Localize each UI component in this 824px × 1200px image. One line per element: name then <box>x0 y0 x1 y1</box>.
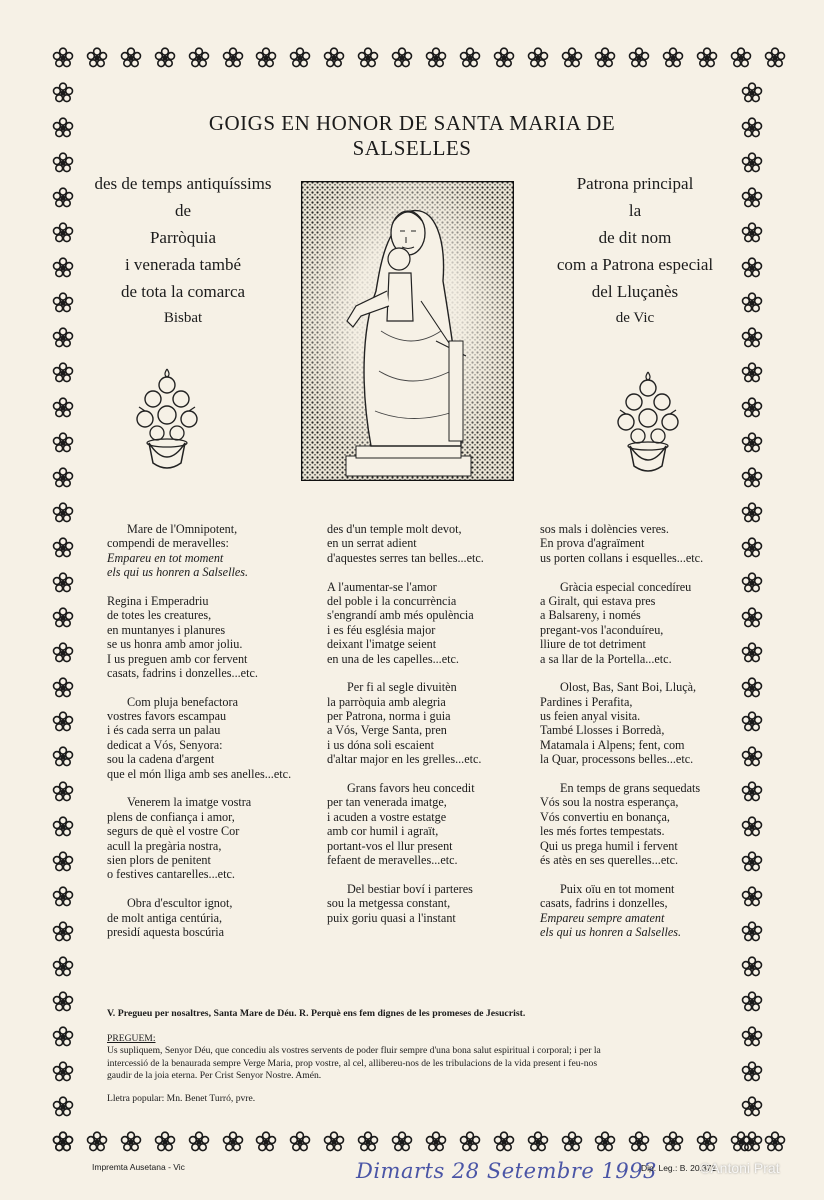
stanza-gap <box>327 867 484 881</box>
verse-line: la Quar, processons belles...etc. <box>540 752 694 767</box>
verse-line: en una de les capelles...etc. <box>327 651 459 666</box>
verse-line: us porten collans i esquelles...etc. <box>540 550 704 565</box>
verse-line: portant-vos el llur present <box>327 838 453 853</box>
verse-line: des d'un temple molt devot, <box>327 522 462 536</box>
verse-line: per Patrona, norma i guia <box>327 709 451 724</box>
flower-ornament-icon <box>52 362 74 384</box>
flower-ornament-icon <box>741 711 763 733</box>
verse-line: i és cada serra un palau <box>107 723 221 738</box>
verse-line: plens de confiança i amor, <box>107 809 235 824</box>
flower-ornament-icon <box>741 537 763 559</box>
right-line: de dit nom <box>598 228 672 247</box>
verses-column-3 <box>540 522 703 939</box>
lyrics-credit: Lletra popular: Mn. Benet Turró, pvre. <box>107 1092 256 1104</box>
left-line: Bisbat <box>163 310 203 326</box>
flower-ornament-icon <box>188 47 210 69</box>
flower-ornament-icon <box>52 82 74 104</box>
flower-ornament-icon <box>741 152 763 174</box>
watermark: ©Antoni Prat <box>700 1160 780 1176</box>
flower-ornament-icon <box>594 47 616 69</box>
flower-ornament-icon <box>741 851 763 873</box>
verses-column-1 <box>107 522 291 939</box>
flower-ornament-icon <box>730 47 752 69</box>
prayer-heading: PREGUEM: <box>107 1032 156 1044</box>
verse-line: pregant-vos l'aconduíreu, <box>540 622 664 637</box>
flower-ornament-icon <box>741 991 763 1013</box>
right-line: del Lluçanès <box>591 282 679 301</box>
flower-ornament-icon <box>662 47 684 69</box>
flower-vase-icon <box>608 366 688 476</box>
flower-ornament-icon <box>52 432 74 454</box>
flower-ornament-icon <box>391 47 413 69</box>
flower-ornament-icon <box>52 677 74 699</box>
flower-ornament-icon <box>741 292 763 314</box>
left-line: i venerada també <box>124 255 242 274</box>
flower-ornament-icon <box>696 47 718 69</box>
prayer-section <box>107 1008 687 1106</box>
right-line: de Vic <box>615 310 655 326</box>
verse-line: i es féu església major <box>327 622 436 637</box>
title-line-1: GOIGS EN HONOR DE SANTA MARIA DE <box>208 111 616 135</box>
flower-ornament-icon <box>154 1131 176 1153</box>
left-dedication <box>90 170 276 332</box>
flower-ornament-icon <box>52 397 74 419</box>
verses-column-2 <box>327 522 484 925</box>
flower-ornament-icon <box>594 1131 616 1153</box>
flower-ornament-icon <box>52 292 74 314</box>
flower-ornament-icon <box>741 607 763 629</box>
flower-ornament-icon <box>741 397 763 419</box>
prayer-line: Us supliquem, Senyor Déu, que concediu als vostres servents de poder fluir sempre d'una bona salut espiritual i corporal; i per la <box>107 1045 601 1057</box>
flower-ornament-icon <box>222 1131 244 1153</box>
verse-line: sou la cadena d'argent <box>107 752 215 767</box>
verse-line: També Llosses i Borredà, <box>540 723 665 738</box>
verse-line: Del bestiar boví i parteres <box>347 881 473 896</box>
flower-ornament-icon <box>52 781 74 803</box>
flower-ornament-icon <box>52 746 74 768</box>
verse-line: en un serrat adient <box>327 536 417 551</box>
verse-line: Qui us prega humil i fervent <box>540 838 678 853</box>
flower-ornament-icon <box>52 921 74 943</box>
flower-ornament-icon <box>741 572 763 594</box>
verse-line: que el món lliga amb ses anelles...etc. <box>107 766 292 781</box>
verse-line: i us dóna soli escaient <box>327 737 434 752</box>
flower-ornament-icon <box>561 1131 583 1153</box>
stanza-gap <box>327 666 484 680</box>
madonna-statue-engraving <box>301 181 514 481</box>
verse-line: fefaent de meravelles...etc. <box>327 852 458 867</box>
left-line: de <box>174 201 192 220</box>
flower-ornament-icon <box>741 187 763 209</box>
verse-line: Pardines i Perafita, <box>540 694 633 709</box>
flower-ornament-icon <box>741 502 763 524</box>
flower-ornament-icon <box>86 1131 108 1153</box>
verse-line: a Giralt, qui estava pres <box>540 593 656 608</box>
verse-line: Per fi al segle divuitèn <box>347 680 457 695</box>
stanza-gap <box>107 580 291 594</box>
flower-ornament-icon <box>741 781 763 803</box>
verse-line: dedicat a Vós, Senyora: <box>107 737 223 752</box>
flower-ornament-icon <box>741 746 763 768</box>
flower-ornament-icon <box>52 187 74 209</box>
flower-ornament-icon <box>741 117 763 139</box>
flower-ornament-icon <box>52 816 74 838</box>
verse-line: Regina i Emperadriu <box>107 593 209 608</box>
flower-ornament-icon <box>52 467 74 489</box>
flower-ornament-icon <box>52 642 74 664</box>
verse-line: o festives cantarelles...etc. <box>107 867 235 882</box>
right-line: com a Patrona especial <box>556 255 714 274</box>
flower-ornament-icon <box>628 47 650 69</box>
page-title <box>130 111 694 161</box>
flower-ornament-icon <box>741 642 763 664</box>
printer-name: Impremta Ausetana - Vic <box>92 1162 185 1172</box>
verse-line: a sa llar de la Portella...etc. <box>540 651 672 666</box>
flower-ornament-icon <box>52 991 74 1013</box>
verse-line: Gràcia especial concedíreu <box>560 579 692 594</box>
verse-line: els qui us honren a Salselles. <box>107 565 249 580</box>
flower-ornament-icon <box>696 1131 718 1153</box>
flower-ornament-icon <box>561 47 583 69</box>
stanza-gap <box>107 882 291 896</box>
flower-ornament-icon <box>459 1131 481 1153</box>
stanza-gap <box>540 867 703 881</box>
left-line: des de temps antiquíssims <box>94 174 272 193</box>
verse-line: del poble i la concurrència <box>327 593 457 608</box>
verse-line: Empareu sempre amatent <box>540 910 665 925</box>
title-line-2: SALSELLES <box>352 136 472 160</box>
verse-line: Olost, Bas, Sant Boi, Lluçà, <box>560 680 697 695</box>
flower-ornament-icon <box>741 677 763 699</box>
flower-ornament-icon <box>52 152 74 174</box>
flower-ornament-icon <box>255 47 277 69</box>
verse-line: la parròquia amb alegria <box>327 694 446 709</box>
flower-ornament-icon <box>628 1131 650 1153</box>
verse-line: casats, fadrins i donzelles...etc. <box>107 665 258 680</box>
flower-vase-icon <box>127 363 207 473</box>
verse-line: d'aquestes serres tan belles...etc. <box>327 550 484 565</box>
flower-ornament-icon <box>255 1131 277 1153</box>
verse-line: segurs de què el vostre Cor <box>107 824 240 839</box>
verse-line: s'engrandí amb més opulència <box>327 608 474 623</box>
flower-ornament-icon <box>425 1131 447 1153</box>
verse-line: sos mals i dolències veres. <box>540 522 669 536</box>
flower-ornament-icon <box>741 1096 763 1118</box>
verse-line: a Vós, Verge Santa, pren <box>327 723 447 738</box>
flower-ornament-icon <box>357 1131 379 1153</box>
flower-ornament-icon <box>154 47 176 69</box>
flower-ornament-icon <box>323 47 345 69</box>
flower-ornament-icon <box>323 1131 345 1153</box>
flower-ornament-icon <box>52 117 74 139</box>
flower-ornament-icon <box>52 222 74 244</box>
flower-ornament-icon <box>52 502 74 524</box>
stanza-gap <box>327 767 484 781</box>
flower-ornament-icon <box>459 47 481 69</box>
flower-ornament-icon <box>741 82 763 104</box>
flower-ornament-icon <box>289 47 311 69</box>
prayer-line: gaudir de la joia eterna. Per Crist Senyor Nostre. Amén. <box>107 1070 322 1082</box>
flower-ornament-icon <box>391 1131 413 1153</box>
flower-ornament-icon <box>52 537 74 559</box>
handwritten-date: Dimarts 28 Setembre 1993 <box>356 1159 657 1183</box>
flower-ornament-icon <box>52 1096 74 1118</box>
flower-ornament-icon <box>493 47 515 69</box>
flower-ornament-icon <box>425 47 447 69</box>
flower-ornament-icon <box>741 1061 763 1083</box>
verse-line: Matamala i Alpens; fent, com <box>540 737 685 752</box>
flower-ornament-icon <box>120 1131 142 1153</box>
flower-ornament-icon <box>52 956 74 978</box>
flower-ornament-icon <box>52 572 74 594</box>
flower-ornament-icon <box>357 47 379 69</box>
flower-ornament-icon <box>493 1131 515 1153</box>
flower-ornament-icon <box>741 362 763 384</box>
flower-ornament-icon <box>52 711 74 733</box>
verse-line: sou la metgessa constant, <box>327 896 451 911</box>
right-line: Patrona principal <box>576 174 694 193</box>
flower-ornament-icon <box>52 47 74 69</box>
verse-line: I us preguen amb cor fervent <box>107 651 248 666</box>
flower-ornament-icon <box>741 467 763 489</box>
verse-line: A l'aumentar-se l'amor <box>327 579 437 594</box>
flower-ornament-icon <box>741 1131 763 1153</box>
verse-line: sien plors de penitent <box>107 852 211 867</box>
legal-deposit: Dip. Leg.: B. 20.371 <box>641 1163 717 1173</box>
stanza-gap <box>540 565 703 579</box>
verse-line: per tan venerada imatge, <box>327 795 447 810</box>
stanza-gap <box>540 666 703 680</box>
prayer-line: intercessió de la benaurada sempre Verge Maria, prop vostre, al cel, allibereu-nos de les tribulacions de la vida present i feu-nos <box>107 1057 598 1069</box>
flower-ornament-icon <box>52 327 74 349</box>
verse-line: de molt antiga centúria, <box>107 910 223 925</box>
flower-ornament-icon <box>527 47 549 69</box>
verse-line: En prova d'agraïment <box>540 536 645 551</box>
verse-line: les més fortes tempestats. <box>540 824 665 839</box>
flower-ornament-icon <box>741 1026 763 1048</box>
flower-ornament-icon <box>188 1131 210 1153</box>
verse-line: de totes les creatures, <box>107 608 212 623</box>
flower-ornament-icon <box>52 851 74 873</box>
stanza-gap <box>107 781 291 795</box>
flower-ornament-icon <box>52 607 74 629</box>
verse-line: se us honra amb amor joliu. <box>107 637 243 652</box>
flower-ornament-icon <box>120 47 142 69</box>
flower-ornament-icon <box>52 1131 74 1153</box>
flower-ornament-icon <box>741 222 763 244</box>
left-line: Parròquia <box>149 228 217 247</box>
flower-ornament-icon <box>741 432 763 454</box>
stanza-gap <box>107 680 291 694</box>
stanza-gap <box>327 565 484 579</box>
verse-line: Empareu en tot moment <box>107 550 224 565</box>
flower-ornament-icon <box>741 816 763 838</box>
verse-line: en muntanyes i planures <box>107 622 226 637</box>
flower-ornament-icon <box>741 257 763 279</box>
left-line: de tota la comarca <box>120 282 246 301</box>
verse-line: Vós sou la nostra esperança, <box>540 795 679 810</box>
flower-ornament-icon <box>52 1061 74 1083</box>
flower-ornament-icon <box>741 886 763 908</box>
verse-line: Com pluja benefactora <box>127 694 238 709</box>
flower-ornament-icon <box>52 886 74 908</box>
verse-line: acull la pregària nostra, <box>107 838 222 853</box>
verse-line: compendi de meravelles: <box>107 536 229 551</box>
flower-ornament-icon <box>741 956 763 978</box>
verse-line: presidí aquesta boscúria <box>107 924 225 939</box>
flower-ornament-icon <box>52 257 74 279</box>
verse-line: Mare de l'Omnipotent, <box>127 522 238 536</box>
verse-line: us feien anyal visita. <box>540 709 641 724</box>
verse-line: i acuden a vostre estatge <box>327 809 447 824</box>
verse-line: Grans favors heu concedit <box>347 781 475 796</box>
verse-line: amb cor humil i agraït, <box>327 824 439 839</box>
flower-ornament-icon <box>86 47 108 69</box>
flower-ornament-icon <box>764 1131 786 1153</box>
verse-line: vostres favors escampau <box>107 709 227 724</box>
verse-line: En temps de grans sequedats <box>560 781 701 796</box>
verse-line: a Balsareny, i només <box>540 608 641 623</box>
flower-ornament-icon <box>222 47 244 69</box>
verse-line: deixant l'imatge seient <box>327 637 437 652</box>
versicle: V. Pregueu per nosaltres, Santa Mare de Déu. R. Perquè ens fem dignes de les promeses de Jesucrist. <box>107 1008 526 1019</box>
verse-line: Venerem la imatge vostra <box>127 795 252 810</box>
verse-line: casats, fadrins i donzelles, <box>540 896 668 911</box>
verse-line: puix goriu quasi a l'instant <box>327 910 456 925</box>
flower-ornament-icon <box>289 1131 311 1153</box>
verse-line: Vós convertiu en bonança, <box>540 809 670 824</box>
right-line: la <box>628 201 642 220</box>
flower-ornament-icon <box>527 1131 549 1153</box>
right-dedication <box>540 170 730 332</box>
verse-line: Puix oïu en tot moment <box>560 881 675 896</box>
flower-ornament-icon <box>52 1026 74 1048</box>
flower-ornament-icon <box>662 1131 684 1153</box>
flower-ornament-icon <box>741 921 763 943</box>
verse-line: Obra d'escultor ignot, <box>127 896 233 911</box>
stanza-gap <box>540 767 703 781</box>
verse-line: lliure de tot detriment <box>540 637 646 652</box>
flower-ornament-icon <box>764 47 786 69</box>
verse-line: els qui us honren a Salselles. <box>540 924 682 939</box>
flower-ornament-icon <box>741 327 763 349</box>
verse-line: és atès en ses querelles...etc. <box>540 852 679 867</box>
verse-line: d'altar major en les grelles...etc. <box>327 752 482 767</box>
